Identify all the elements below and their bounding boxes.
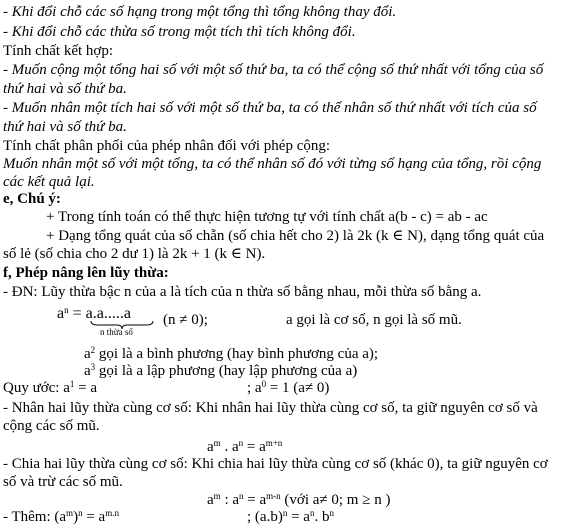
associative-add-rule-line2: thứ hai và số thứ ba.	[3, 81, 127, 97]
square-definition: $a^2$ gọi là a bình phương (hay bình phương của a);	[84, 345, 379, 362]
extra-formula-1: - Thêm: $(a^m)^n = a^{m.n}$	[3, 508, 119, 525]
distributive-rule-line1: Muốn nhân một số với một tổng, ta có thể nhân số đó với từng số hạng của tổng, rồi cộng	[3, 156, 542, 172]
multiply-formula: $a^m$ . $a^n = a^{m+n}$	[207, 438, 283, 455]
note-heading: e, Chú ý:	[3, 191, 61, 207]
associative-title: Tính chất kết hợp:	[3, 43, 113, 59]
commutative-mul-rule: - Khi đổi chỗ các thừa số trong một tích thì tích không đổi.	[3, 24, 356, 40]
power-definition: - ĐN: Lũy thừa bậc n của a là tích của n thừa số bằng nhau, mỗi thừa số bằng a.	[3, 284, 482, 300]
divide-rule-line2: số và trừ các số mũ.	[3, 474, 123, 490]
note-1: + Trong tính toán có thể thực hiện tương tự với tính chất a(b - c) = ab - ac	[46, 209, 488, 225]
distributive-title: Tính chất phân phối của phép nhân đối với phép cộng:	[3, 138, 331, 154]
power-formula: $a^n = a.a.....a$	[57, 305, 131, 322]
power-terminology: a gọi là cơ số, n gọi là số mũ.	[286, 312, 462, 328]
note-2-line2: số lẻ (số chia cho 2 dư 1) là 2k + 1 (k ∈ N).	[3, 246, 266, 262]
multiply-rule-line2: cộng các số mũ.	[3, 418, 100, 434]
divide-rule-line1: - Chia hai lũy thừa cùng cơ số: Khi chia hai lũy thừa cùng cơ số (khác 0), ta giữ nguyên cơ	[3, 456, 548, 472]
cube-definition: $a^3$ gọi là a lập phương (hay lập phương của a)	[84, 362, 358, 379]
associative-mul-rule-line2: thứ hai và số thứ ba.	[3, 119, 127, 135]
note-2-line1: + Dạng tổng quát của số chẵn (số chia hết cho 2) là 2k (k ∈ N), dạng tổng quát của	[46, 228, 545, 244]
brace-label: n thừa số	[100, 327, 133, 337]
divide-formula: $a^m$ : $a^n = a^{m-n}$ (với a≠ 0; m ≥ n )	[207, 491, 391, 508]
power-condition: (n ≠ 0);	[163, 312, 208, 328]
extra-formula-2: ; $(a.b)^n = a^n$. $b^n$	[247, 508, 334, 525]
power-heading: f, Phép nâng lên lũy thừa:	[3, 265, 169, 281]
multiply-rule-line1: - Nhân hai lũy thừa cùng cơ số: Khi nhân hai lũy thừa cùng cơ số, ta giữ nguyên cơ số và	[3, 400, 538, 416]
associative-add-rule-line1: - Muốn cộng một tổng hai số với một số thứ ba, ta có thể cộng số thứ nhất với tổng của số	[3, 62, 544, 78]
power-product: a.a.....a	[85, 305, 131, 322]
associative-mul-rule-line1: - Muốn nhân một tích hai số với một số thứ ba, ta có thể nhân số thứ nhất với tích của số	[3, 100, 537, 116]
convention-a1: Quy ước: $a^1 = a$	[3, 379, 98, 396]
commutative-add-rule: - Khi đổi chỗ các số hạng trong một tổng thì tổng không thay đổi.	[3, 4, 397, 20]
distributive-rule-line2: các kết quả lại.	[3, 174, 95, 190]
convention-a0: ; $a^0 = 1$ (a≠ 0)	[247, 379, 330, 396]
